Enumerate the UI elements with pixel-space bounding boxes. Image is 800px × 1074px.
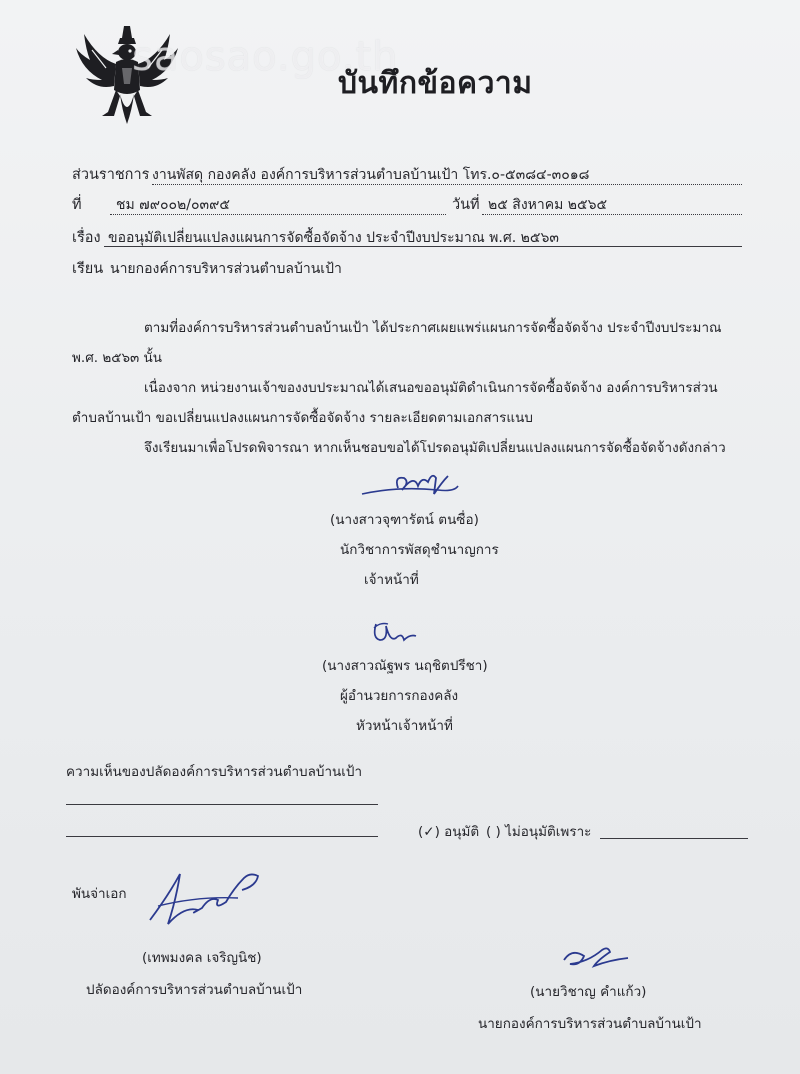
date-value: ๒๕ สิงหาคม ๒๕๖๕: [488, 197, 608, 213]
signature-1-image: [358, 468, 468, 512]
signer-1-position: นักวิชาการพัสดุชำนาญการ: [340, 542, 499, 558]
opinion-line-1: [66, 804, 378, 805]
to-label: เรียน: [72, 261, 104, 277]
signer-3-name: (เทพมงคล เจริญนิช): [142, 950, 262, 966]
body-paragraph-1-line-2: พ.ศ. ๒๕๖๓ นั้น: [72, 350, 163, 366]
to-value: นายกองค์การบริหารส่วนตำบลบ้านเป้า: [110, 261, 342, 277]
signature-3-image: [138, 866, 278, 930]
body-paragraph-2-line-1: เนื่องจาก หน่วยงานเจ้าของงบประมาณได้เสนอขออนุมัติดำเนินการจัดซื้อจัดจ้าง องค์การบริหารส่วน: [144, 380, 718, 396]
signer-2-role: หัวหน้าเจ้าหน้าที่: [356, 718, 453, 734]
approve-option: (✓) อนุมัติ: [418, 824, 480, 840]
ref-label: ที่: [72, 197, 82, 213]
signer-2-position: ผู้อำนวยการกองคลัง: [340, 688, 459, 704]
signature-2-image: [368, 618, 428, 652]
opinion-label: ความเห็นของปลัดองค์การบริหารส่วนตำบลบ้านเป้า: [66, 764, 363, 780]
subject-underline: [104, 246, 742, 247]
body-paragraph-2-line-2: ตำบลบ้านเป้า ขอเปลี่ยนแปลงแผนการจัดซื้อจัดจ้าง รายละเอียดตามเอกสารแนบ: [72, 410, 533, 426]
signer-4-name: (นายวิชาญ คำแก้ว): [530, 984, 647, 1000]
signer-3-position: ปลัดองค์การบริหารส่วนตำบลบ้านเป้า: [86, 982, 303, 998]
body-paragraph-1-line-1: ตามที่องค์การบริหารส่วนตำบลบ้านเป้า ได้ประกาศเผยแพร่แผนการจัดซื้อจัดจ้าง ประจำปีงบประมาณ: [144, 320, 722, 336]
reject-option: ( ) ไม่อนุมัติเพราะ: [486, 824, 592, 840]
date-label: วันที่: [452, 197, 480, 213]
signer-4-position: นายกองค์การบริหารส่วนตำบลบ้านเป้า: [478, 1016, 702, 1032]
signer-1-name: (นางสาวจุฑารัตน์ ตนซื่อ): [330, 512, 479, 528]
agency-value: งานพัสดุ กองคลัง องค์การบริหารส่วนตำบลบ้านเป้า โทร.๐-๕๓๘๔-๓๐๑๘: [152, 167, 590, 183]
ref-underline: [110, 214, 446, 215]
signature-4-image: [558, 936, 638, 976]
document-title: บันทึกข้อความ: [338, 66, 533, 101]
date-underline: [482, 214, 742, 215]
signer-1-role: เจ้าหน้าที่: [364, 572, 419, 588]
signer-3-rank: พันจ่าเอก: [72, 886, 127, 902]
reject-reason-line: [600, 838, 748, 839]
body-paragraph-3-line-1: จึงเรียนมาเพื่อโปรดพิจารณา หากเห็นชอบขอได้โปรดอนุมัติเปลี่ยนแปลงแผนการจัดซื้อจัดจ้างดังกล่าว: [144, 440, 726, 456]
subject-value: ขออนุมัติเปลี่ยนแปลงแผนการจัดซื้อจัดจ้าง ประจำปีงบประมาณ พ.ศ. ๒๕๖๓: [108, 230, 559, 246]
agency-label: ส่วนราชการ: [72, 167, 150, 183]
agency-underline: [152, 184, 742, 185]
opinion-line-2: [66, 836, 378, 837]
signer-2-name: (นางสาวณัฐพร นฤชิตปรีชา): [322, 658, 488, 674]
subject-label: เรื่อง: [72, 230, 101, 246]
ref-value: ชม ๗๙๐๐๒/๐๓๙๕: [116, 197, 230, 213]
watermark-text: saosao.go.th: [132, 34, 399, 80]
